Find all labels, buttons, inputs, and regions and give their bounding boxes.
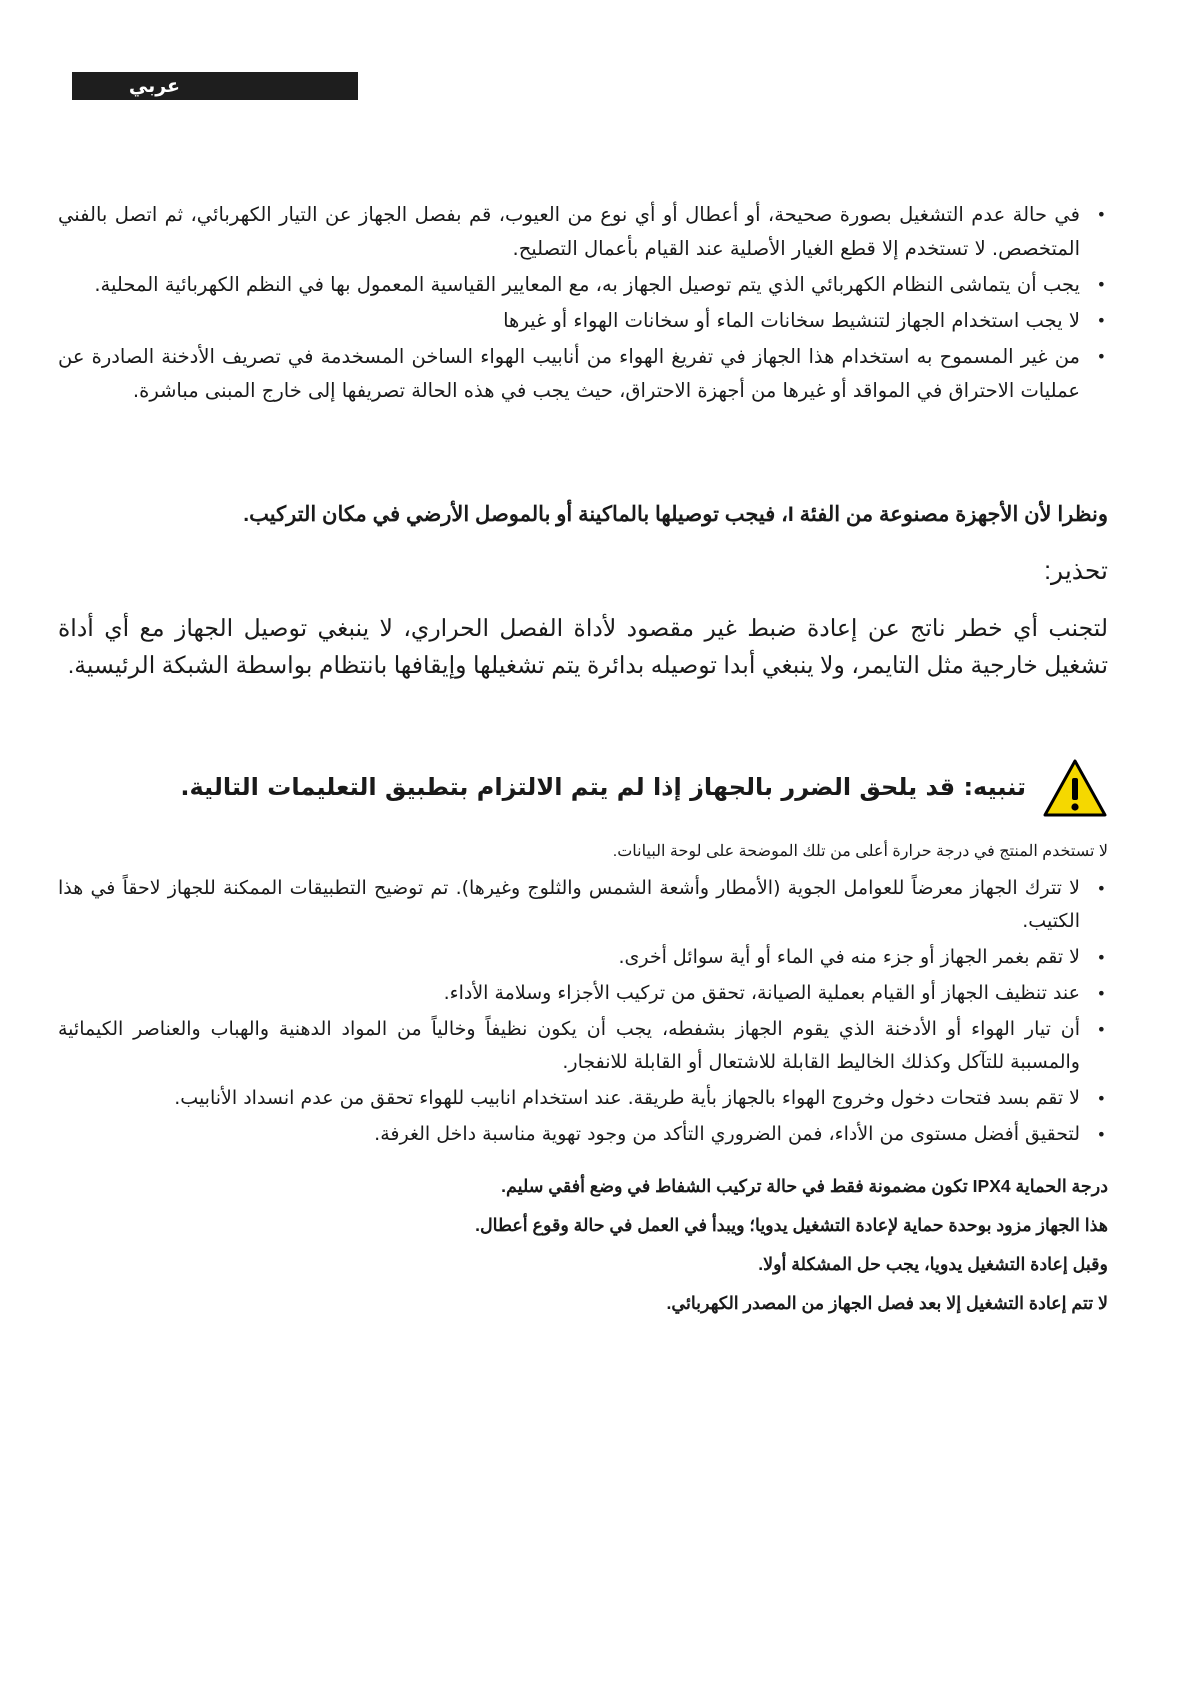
list-item-text: أن تيار الهواء أو الأدخنة الذي يقوم الجهاز بشفطه، يجب أن يكون نظيفاً وخالياً من المواد الدهنية والهباب والعناصر الكيمائية والمسببة للتآكل وكذلك الخاليط القابلة للاشتعال أو القابلة للانفجار. <box>58 1018 1080 1073</box>
list-item <box>58 1013 1108 1079</box>
list-item <box>58 941 1108 974</box>
list-item-text: لا يجب استخدام الجهاز لتنشيط سخانات الماء أو سخانات الهواء أو غيرها <box>503 309 1080 332</box>
list-item-text: لتحقيق أفضل مستوى من الأداء، فمن الضروري التأكد من وجود تهوية مناسبة داخل الغرفة. <box>374 1123 1080 1145</box>
list-item <box>58 977 1108 1010</box>
caution-text: تنبيه: قد يلحق الضرر بالجهاز إذا لم يتم الالتزام بتطبيق التعليمات التالية. <box>180 773 1026 801</box>
resolve-problem-note: وقبل إعادة التشغيل يدويا، يجب حل المشكلة أولا. <box>758 1254 1108 1274</box>
bold-notes <box>58 1172 1138 1328</box>
ip-rating-note: درجة الحماية IPX4 تكون مضمونة فقط في حالة تركيب الشفاط في وضع أفقي سليم. <box>501 1176 1108 1196</box>
bullet-icon: • <box>1096 879 1106 898</box>
warning-body: لتجنب أي خطر ناتج عن إعادة ضبط غير مقصود لأداة الفصل الحراري، لا ينبغي توصيل الجهاز مع أي أداة تشغيل خارجية مثل التايمر، ولا ينبغي أبدا توصيله بدائرة يتم تشغيلها وإيقافها بانتظام بواسطة الشبكة الرئيسية. <box>58 615 1108 678</box>
caution-bullet-list <box>58 872 1108 1154</box>
language-tab: عربي <box>72 72 358 100</box>
list-item-text: في حالة عدم التشغيل بصورة صحيحة، أو أعطال أو أي نوع من العيوب، قم بفصل الجهاز عن التيار الكهربائي، ثم اتصل بالفني المتخصص. لا تستخدم إلا قطع الغيار الأصلية عند القيام بأعمال التصليح. <box>58 203 1080 260</box>
caution-heading <box>58 758 1108 820</box>
bullet-icon: • <box>1096 1125 1106 1144</box>
grounding-note: ونظرا لأن الأجهزة مصنوعة من الفئة I، فيجب توصيلها بالماكينة أو بالموصل الأرضي في مكان التركيب. <box>243 503 1108 526</box>
bullet-icon: • <box>1096 311 1106 330</box>
list-item <box>58 340 1108 408</box>
warning-title: تحذير: <box>1044 557 1108 585</box>
list-item <box>58 304 1108 338</box>
intro-bullet-list <box>58 198 1108 410</box>
list-item <box>58 198 1108 266</box>
bullet-icon: • <box>1096 205 1106 224</box>
manual-reset-note: هذا الجهاز مزود بوحدة حماية لإعادة التشغيل يدويا؛ ويبدأ في العمل في حالة وقوع أعطال. <box>475 1215 1108 1235</box>
list-item <box>58 1118 1108 1151</box>
bullet-icon: • <box>1096 948 1106 967</box>
bullet-icon: • <box>1096 1020 1106 1039</box>
bullet-icon: • <box>1096 1089 1106 1108</box>
warning-triangle-icon <box>1042 758 1108 818</box>
bullet-icon: • <box>1096 984 1106 1003</box>
list-item-text: لا تترك الجهاز معرضاً للعوامل الجوية (الأمطار وأشعة الشمس والثلوج وغيرها). تم توضيح التطبيقات الممكنة للجهاز لاحقاً في هذا الكتيب. <box>58 877 1080 932</box>
list-item-text: لا تقم بغمر الجهاز أو جزء منه في الماء أو أية سوائل أخرى. <box>618 946 1080 968</box>
list-item-text: عند تنظيف الجهاز أو القيام بعملية الصيانة، تحقق من تركيب الأجزاء وسلامة الأداء. <box>443 982 1080 1004</box>
bullet-icon: • <box>1096 347 1106 366</box>
list-item <box>58 872 1108 938</box>
list-item-text: يجب أن يتماشى النظام الكهربائي الذي يتم توصيل الجهاز به، مع المعايير القياسية المعمول بها في النظم الكهربائية المحلية. <box>94 273 1080 296</box>
bullet-icon: • <box>1096 275 1106 294</box>
list-item <box>58 1082 1108 1115</box>
list-item-text: لا تقم بسد فتحات دخول وخروج الهواء بالجهاز بأية طريقة. عند استخدام انابيب للهواء تحقق من عدم انسداد الأنابيب. <box>174 1087 1080 1109</box>
disconnect-note: لا تتم إعادة التشغيل إلا بعد فصل الجهاز من المصدر الكهربائي. <box>666 1293 1108 1313</box>
temperature-note: لا تستخدم المنتج في درجة حرارة أعلى من تلك الموضحة على لوحة البيانات. <box>612 843 1108 860</box>
list-item-text: من غير المسموح به استخدام هذا الجهاز في تفريغ الهواء من أنابيب الهواء الساخن المسخدمة في تصريف الأدخنة الصادرة عن عمليات الاحتراق في المواقد أو غيرها من أجهزة الاحتراق، حيث يجب في هذه الحالة تصريفها إلى خارج المبنى مباشرة. <box>58 345 1080 402</box>
list-item <box>58 268 1108 302</box>
